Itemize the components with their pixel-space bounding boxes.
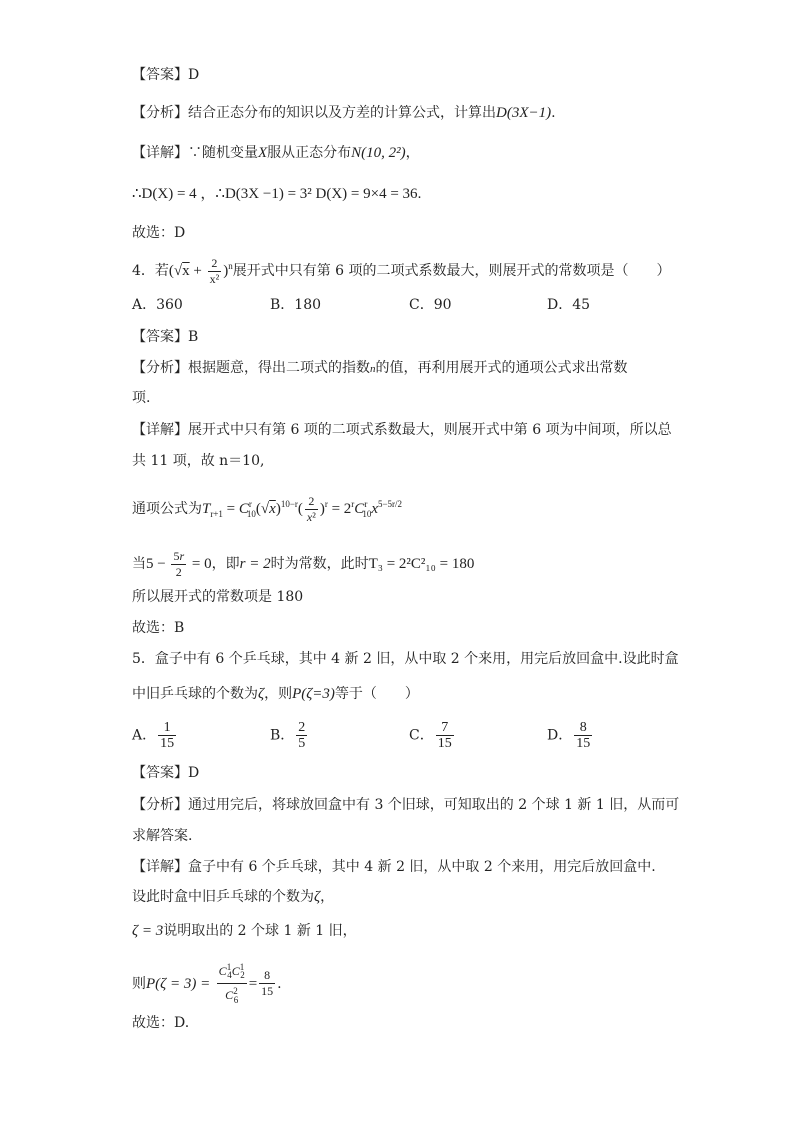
- q4-option-d: D．45: [547, 297, 591, 313]
- q5-detail-line-4: 则P(ζ = 3) = $\frac{C^1_4C^1_2}{C^2_6}$ = $\frac{8}{15}$ .: [132, 960, 282, 1008]
- q3-detail-line-1: [132, 143, 420, 163]
- q5-option-b-num: 2: [298, 720, 306, 735]
- q5-option-c: [409, 720, 456, 751]
- q5-stem-line-2: [132, 684, 419, 704]
- q4-detail-4d: 时为常数，此时: [270, 555, 369, 572]
- q5-analysis-line-1: [132, 795, 679, 815]
- q5-result-den: 15: [261, 984, 274, 999]
- q3-detail-1b: X: [258, 145, 268, 161]
- q3-detail-2: ∴D(X) = 4 ，∴D(3X −1) = 3² D(X) = 9×4 = 36: [132, 186, 418, 202]
- q5-result-fraction: [259, 968, 275, 999]
- detail-tag: 【详解】: [132, 859, 188, 875]
- q4-detail-line-5: [132, 587, 303, 607]
- q5-result-num: 8: [259, 968, 275, 984]
- q4-detail-line-1: [132, 420, 672, 440]
- q4-detail-2: 共 11 项，故 n＝10,: [132, 453, 265, 469]
- q5-option-d-num: 8: [574, 720, 592, 736]
- q5-option-b: [270, 720, 309, 751]
- q4-detail-1: 展开式中只有第 6 项的二项式系数最大，则展开式中第 6 项为中间项，所以总: [188, 422, 672, 438]
- q4-answer: B: [188, 329, 199, 345]
- q5-option-c-num: 7: [436, 720, 454, 736]
- q4-detail-4b: ，即: [211, 555, 240, 572]
- q5-analysis-2: 求解答案.: [132, 828, 193, 844]
- detail-tag: 【详解】: [132, 422, 188, 438]
- q4-stem-b: 展开式中只有第 6 项的二项式系数最大，则展开式的常数项是（ ）: [232, 263, 671, 279]
- q4-analysis-line-1: [132, 358, 628, 379]
- q4-detail-4a: 当: [132, 555, 146, 572]
- analysis-tag: 【分析】: [132, 360, 188, 376]
- q5-answer: D: [188, 765, 200, 781]
- q4-conclusion: [132, 618, 184, 638]
- q5-stem-2b: ζ: [258, 686, 265, 702]
- q4-analysis-line-2: [132, 388, 150, 408]
- q5-stem-line-1: [132, 649, 679, 669]
- analysis-tag: 【分析】: [132, 797, 188, 813]
- q4-detail-line-4: [132, 549, 474, 580]
- q5-stem-2d: P(ζ=3): [292, 686, 335, 702]
- q4-option-b: B．180: [270, 297, 322, 313]
- q3-answer: D: [188, 67, 200, 83]
- q5-conclusion: [132, 1013, 189, 1033]
- q5-detail-line-3: [132, 921, 357, 941]
- q5-detail-3b: 说明取出的 2 个球 1 新 1 旧，: [163, 923, 357, 939]
- q3-analysis-text: 结合正态分布的知识以及方差的计算公式，计算出: [188, 105, 496, 121]
- q3-conclusion-text: 故选：D: [132, 225, 186, 241]
- q5-option-c-letter: C．: [409, 727, 434, 744]
- answer-tag: 【答案】: [132, 329, 188, 345]
- q3-analysis-line: 【分析】结合正态分布的知识以及方差的计算公式，计算出D(3X−1).: [132, 105, 556, 121]
- q4-detail-5: 所以展开式的常数项是 180: [132, 589, 304, 605]
- q4-detail-3: 通项公式为: [132, 501, 202, 517]
- answer-tag: 【答案】: [132, 765, 188, 781]
- q5-analysis-1: 通过用完后，将球放回盒中有 3 个旧球，可知取出的 2 个球 1 新 1 旧，从而可: [188, 797, 680, 813]
- q3-answer-line: [132, 65, 199, 85]
- q5-option-d: [547, 720, 594, 751]
- q4-conclusion-text: 故选：B: [132, 620, 185, 636]
- q4-option-a: A．360: [132, 297, 183, 313]
- q5-option-c-den: 15: [437, 736, 452, 751]
- q5-detail-2a: 设此时盒中旧乒乓球的个数为: [132, 889, 314, 905]
- q4-detail-line-2: [132, 451, 264, 471]
- q5-option-b-letter: B．: [270, 727, 295, 744]
- q4-analysis-2: 项.: [132, 390, 151, 406]
- q3-analysis-expr: D(3X−1): [496, 105, 552, 121]
- q4-general-term: $T_{r+1} = C^r_{10}(√x)^{10-r}$( $\frac{2}{\text{x²}}$ )$^r = 2^rC^r_{10}x^{5-5r/2}$: [202, 494, 403, 525]
- q3-conclusion: [132, 223, 185, 243]
- q5-option-a-num: 1: [158, 720, 176, 736]
- q5-answer-line: [132, 763, 199, 783]
- q4-detail-line-3: [132, 494, 402, 525]
- q4-analysis-1: 根据题意，得出二项式的指数: [188, 360, 370, 376]
- q5-detail-4a: 则: [132, 975, 146, 992]
- q5-combination-fraction: $\frac{C^1_4C^1_2}{C^2_6}$: [218, 962, 245, 1005]
- q5-stem-2e: 等于（ ）: [334, 686, 419, 702]
- q4-exponent-eq: 5 − $\frac{5r}{2}$ = 0: [146, 549, 212, 579]
- q5-stem-2a: 中旧乒乓球的个数为: [132, 686, 258, 702]
- q4-analysis-1b: 的值，再利用展开式的通项公式求出常数: [375, 360, 628, 376]
- q4-answer-line: [132, 327, 198, 347]
- q5-stem-1: 5．盒子中有 6 个乒乓球，其中 4 新 2 旧，从中取 2 个来用，用完后放回盒中.设此时盒: [132, 651, 679, 667]
- q5-detail-2b: ζ: [314, 889, 321, 905]
- q4-stem: [132, 256, 671, 287]
- q4-analysis-n: n: [370, 363, 376, 375]
- q3-detail-line-2: ∴D(X) = 4 ，∴D(3X −1) = 3² D(X) = 9×4 = 36.: [132, 186, 422, 202]
- q4-stem-a: 4．若: [132, 263, 169, 279]
- q5-detail-line-2: [132, 887, 334, 907]
- detail-tag: 【详解】: [132, 145, 188, 161]
- q5-detail-3a: ζ = 3: [132, 923, 164, 939]
- q3-detail-1d: N(10, 2²): [351, 145, 406, 161]
- q5-analysis-line-2: [132, 826, 192, 846]
- q4-detail-4e: T₃ = 2²C²₁₀ = 180: [368, 555, 475, 572]
- q5-conclusion-text: 故选：D.: [132, 1015, 190, 1031]
- q3-detail-1a: ∵随机变量: [188, 145, 258, 161]
- q5-detail-4b: P(ζ = 3) =: [146, 975, 211, 992]
- q5-detail-line-1: [132, 857, 656, 877]
- q5-detail-2c: ，: [320, 889, 335, 905]
- q5-option-a-letter: A．: [132, 727, 157, 744]
- q3-detail-1e: ，: [405, 145, 420, 161]
- q4-option-c: C．90: [409, 297, 452, 313]
- q3-detail-1c: 服从正态分布: [267, 145, 352, 161]
- q4-detail-4c: r = 2: [239, 555, 271, 572]
- q4-binomial: (√x + $\frac{2}{\text{x²}}$ )$^n$: [168, 256, 233, 287]
- q5-option-d-letter: D．: [547, 727, 573, 744]
- q5-option-a-den: 15: [160, 736, 175, 751]
- q5-detail-4c: =: [248, 975, 258, 992]
- analysis-tag: 【分析】: [132, 105, 188, 121]
- q5-option-a: [132, 720, 178, 751]
- answer-tag: 【答案】: [132, 67, 188, 83]
- q5-stem-2c: ，则: [264, 686, 293, 702]
- q5-option-d-den: 15: [576, 736, 591, 751]
- q5-detail-1: 盒子中有 6 个乒乓球，其中 4 新 2 旧，从中取 2 个来用，用完后放回盒中.: [188, 859, 656, 875]
- q5-option-b-den: 5: [298, 736, 306, 751]
